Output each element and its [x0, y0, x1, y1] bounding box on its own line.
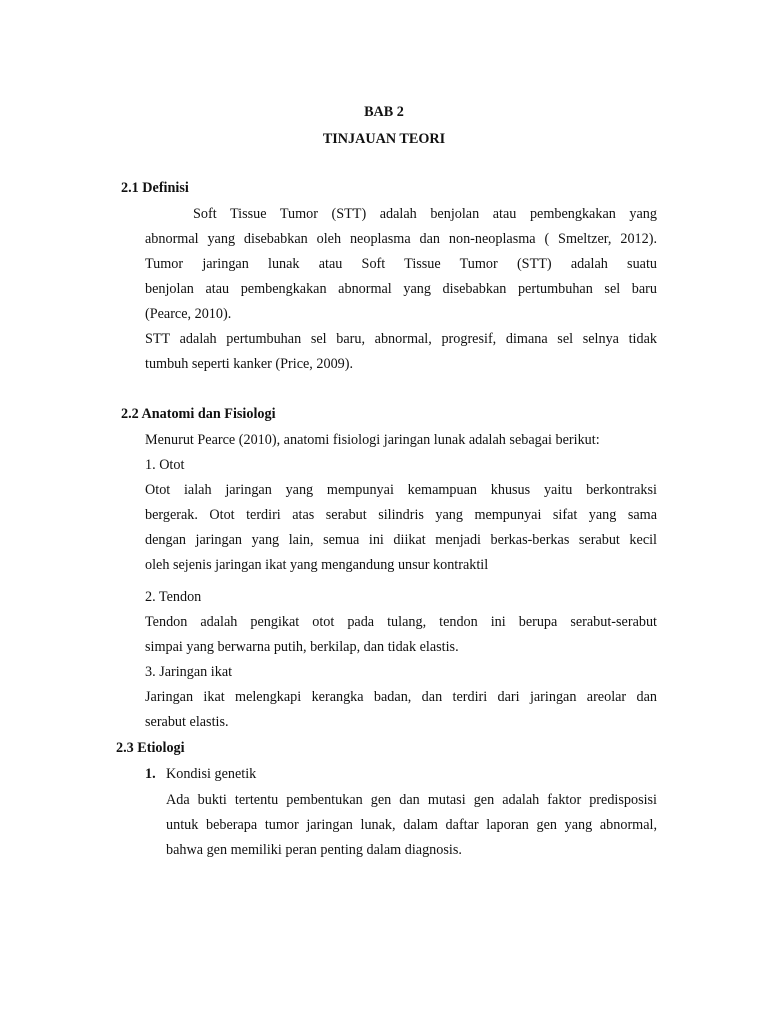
chapter-label: BAB 2 — [364, 104, 404, 120]
list-item-label-kondisi-genetik: Kondisi genetik — [166, 766, 257, 782]
paragraph-line: Jaringan ikat melengkapi kerangka badan, dan terdiri dari jaringan areolar dan — [145, 689, 657, 705]
paragraph-line: (Pearce, 2010). — [145, 306, 232, 322]
paragraph-line: oleh sejenis jaringan ikat yang mengandung unsur kontraktil — [145, 557, 489, 573]
list-item-label-otot: 1. Otot — [145, 457, 185, 473]
paragraph-line: dengan jaringan yang lain, semua ini diikat menjadi berkas-berkas serabut kecil — [145, 532, 657, 548]
paragraph-line: Ada bukti tertentu pembentukan gen dan mutasi gen adalah faktor predisposisi — [166, 792, 657, 808]
section-heading-anatomi: 2.2 Anatomi dan Fisiologi — [121, 406, 276, 422]
section-heading-definisi: 2.1 Definisi — [121, 180, 189, 196]
list-item-label-tendon: 2. Tendon — [145, 589, 202, 605]
chapter-title: TINJAUAN TEORI — [322, 131, 446, 147]
section-intro: Menurut Pearce (2010), anatomi fisiologi jaringan lunak adalah sebagai berikut: — [145, 432, 600, 448]
list-item-number: 1. — [145, 766, 156, 782]
paragraph-line: benjolan atau pembengkakan abnormal yang disebabkan pertumbuhan sel baru — [145, 281, 657, 297]
paragraph-line: simpai yang berwarna putih, berkilap, dan tidak elastis. — [145, 639, 459, 655]
paragraph-line: Otot ialah jaringan yang mempunyai kemampuan khusus yaitu berkontraksi — [145, 482, 657, 498]
paragraph-line: Soft Tissue Tumor (STT) adalah benjolan atau pembengkakan yang — [193, 206, 657, 222]
paragraph-line: abnormal yang disebabkan oleh neoplasma dan non-neoplasma ( Smeltzer, 2012). — [145, 231, 657, 247]
paragraph-line: Tumor jaringan lunak atau Soft Tissue Tumor (STT) adalah suatu — [145, 256, 657, 272]
paragraph-line: Tendon adalah pengikat otot pada tulang, tendon ini berupa serabut-serabut — [145, 614, 657, 630]
paragraph-line: untuk beberapa tumor jaringan lunak, dalam daftar laporan gen yang abnormal, — [166, 817, 657, 833]
paragraph-line: STT adalah pertumbuhan sel baru, abnormal, progresif, dimana sel selnya tidak — [145, 331, 657, 347]
paragraph-line: bahwa gen memiliki peran penting dalam diagnosis. — [166, 842, 462, 858]
section-heading-etiologi: 2.3 Etiologi — [116, 740, 185, 756]
list-item-label-jaringan-ikat: 3. Jaringan ikat — [145, 664, 233, 680]
paragraph-line: bergerak. Otot terdiri atas serabut silindris yang mempunyai sifat yang sama — [145, 507, 657, 523]
paragraph-line: serabut elastis. — [145, 714, 229, 730]
paragraph-line: tumbuh seperti kanker (Price, 2009). — [145, 356, 354, 372]
